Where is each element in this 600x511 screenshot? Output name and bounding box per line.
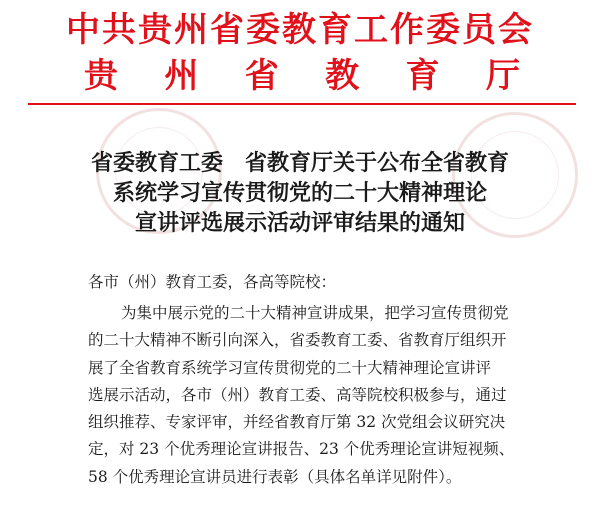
header-char: 育 [405,56,440,96]
issuer-header-party-committee: 中共贵州省委教育工作委员会 [66,10,534,50]
title-line: 省委教育工委 省教育厅关于公布全省教育 [90,150,509,176]
body-line: 展了全省教育系统学习宣传贯彻党的二十大精神理论宣讲评 [88,358,492,377]
body-line: 的二十大精神不断引向深入，省委教育工委、省教育厅组织开 [88,331,507,350]
issuer-header-department [84,52,520,100]
body-line: 定，对 23 个优秀理论宣讲报告、23 个优秀理论宣讲短视频、 [88,440,515,459]
header-char: 贵 [84,56,118,96]
salutation: 各市（州）教育工委，各高等院校： [88,273,337,291]
body-line: 选展示活动，各市（州）教育工委、高等院校积极参与，通过 [88,385,507,404]
header-char: 省 [244,56,279,96]
title-line: 宣讲评选展示活动评审结果的通知 [134,210,465,236]
body-line: 组织推荐、专家评审，并经省教育厅第 32 次党组会议研究决 [88,413,506,432]
header-char: 州 [164,56,199,96]
document-title [0,148,600,238]
title-line: 系统学习宣传贯彻党的二十大精神理论 [112,180,487,206]
red-divider-line [28,103,576,105]
header-char: 教 [325,56,360,96]
body-paragraph [88,300,534,491]
header-char: 厅 [485,56,520,96]
body-line: 为集中展示党的二十大精神宣讲成果，把学习宣传贯彻党 [121,304,509,322]
body-line: 58 个优秀理论宣讲员进行表彰（具体名单详见附件）。 [88,467,462,486]
